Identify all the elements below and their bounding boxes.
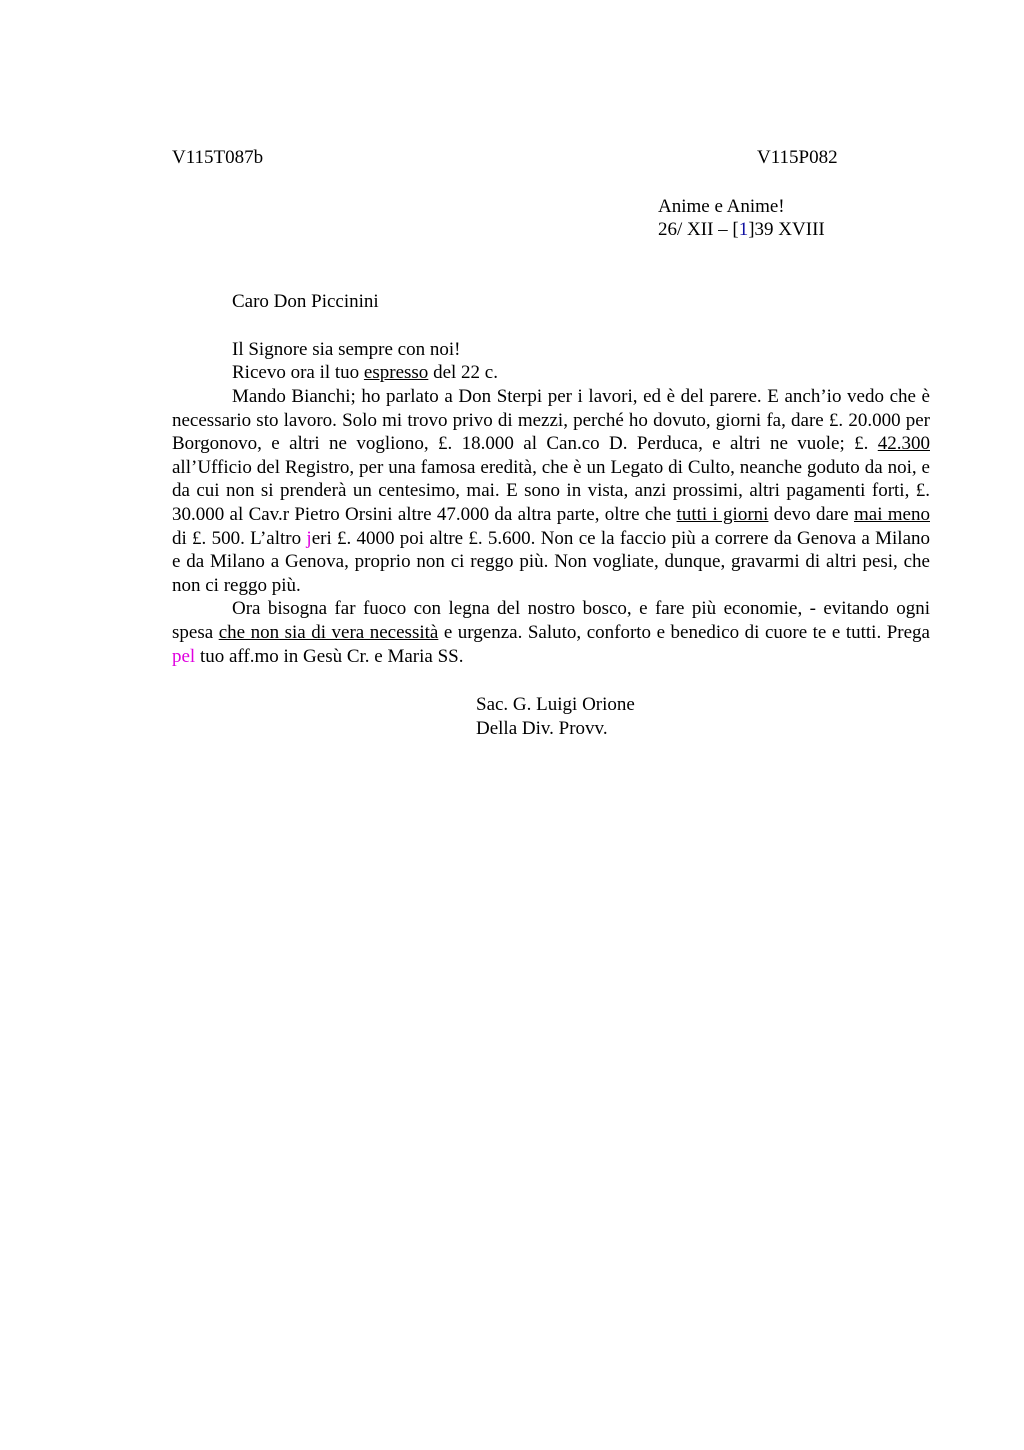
opening-line-1: Il Signore sia sempre con noi! — [232, 339, 461, 360]
opening-line-2 — [232, 361, 498, 385]
opening-line-2-b: del 22 c. — [428, 362, 498, 383]
dateline-date — [658, 218, 825, 242]
opening-line-2-a: Ricevo ora il tuo — [232, 362, 364, 383]
date-suffix: ]39 XVIII — [748, 219, 825, 240]
paragraph-2 — [172, 597, 930, 668]
p2-underline-necessita: che non sia di vera necessità — [218, 621, 439, 643]
p1-text-4: di £. 500. L’altro — [172, 527, 307, 549]
underlined-espresso: espresso — [363, 362, 429, 383]
header-right-code: V115P082 — [757, 147, 838, 168]
p2-text-3: tuo aff.mo in Gesù Cr. e Maria SS. — [195, 645, 464, 667]
p2-text-2: e urgenza. Saluto, conforto e benedico di cuore te e tutti. Prega — [438, 621, 930, 643]
p1-underline-mai-meno: mai meno — [853, 503, 930, 525]
signature-title: Della Div. Provv. — [476, 718, 608, 739]
p1-text-3: devo dare — [768, 503, 854, 525]
p1-underline-amount: 42.300 — [877, 433, 930, 455]
paragraph-1 — [172, 385, 930, 597]
dateline-motto: Anime e Anime! — [658, 196, 785, 217]
header-left-code: V115T087b — [172, 147, 264, 168]
date-bracket-editorial: 1 — [738, 219, 749, 240]
letter-body — [172, 385, 930, 668]
p1-text-1: Mando Bianchi; ho parlato a Don Sterpi per i lavori, ed è del parere. E anch’io vedo che è necessario sto lavoro. Solo mi trovo privo di mezzi, perché ho dovuto, giorni fa, dare £. 20.000 per Borgonovo, e altri ne vogliono, £. 18.000 al Can.co D. Perduca, e altri ne vuole; £. — [172, 386, 930, 455]
date-prefix: 26/ XII – [ — [658, 219, 739, 240]
salutation: Caro Don Piccinini — [232, 291, 379, 312]
p1-underline-tutti: tutti i giorni — [676, 503, 769, 525]
p2-editorial-pel: pel — [172, 645, 196, 667]
p2-text-1: Ora bisogna far fuoco con legna del nostro bosco, e fare più economie, - evitando ogni spesa — [172, 598, 930, 643]
p1-text-5: eri £. 4000 poi altre £. 5.600. Non ce la faccio più a correre da Genova a Milano e da Milano a Genova, proprio non ci reggo più. Non vogliate, dunque, gravarmi di altri pesi, che non ci reggo più. — [172, 527, 930, 596]
p1-text-2: all’Ufficio del Registro, per una famosa eredità, che è un Legato di Culto, neanche goduto da noi, e da cui non si prenderà un centesimo, mai. E sono in vista, anzi prossimi, altri pagamenti forti, £. 30.000 al Cav.r Pietro Orsini altre 47.000 da altra parte, oltre che — [172, 456, 930, 525]
signature-name: Sac. G. Luigi Orione — [476, 694, 635, 715]
p1-editorial-j: j — [306, 527, 312, 549]
